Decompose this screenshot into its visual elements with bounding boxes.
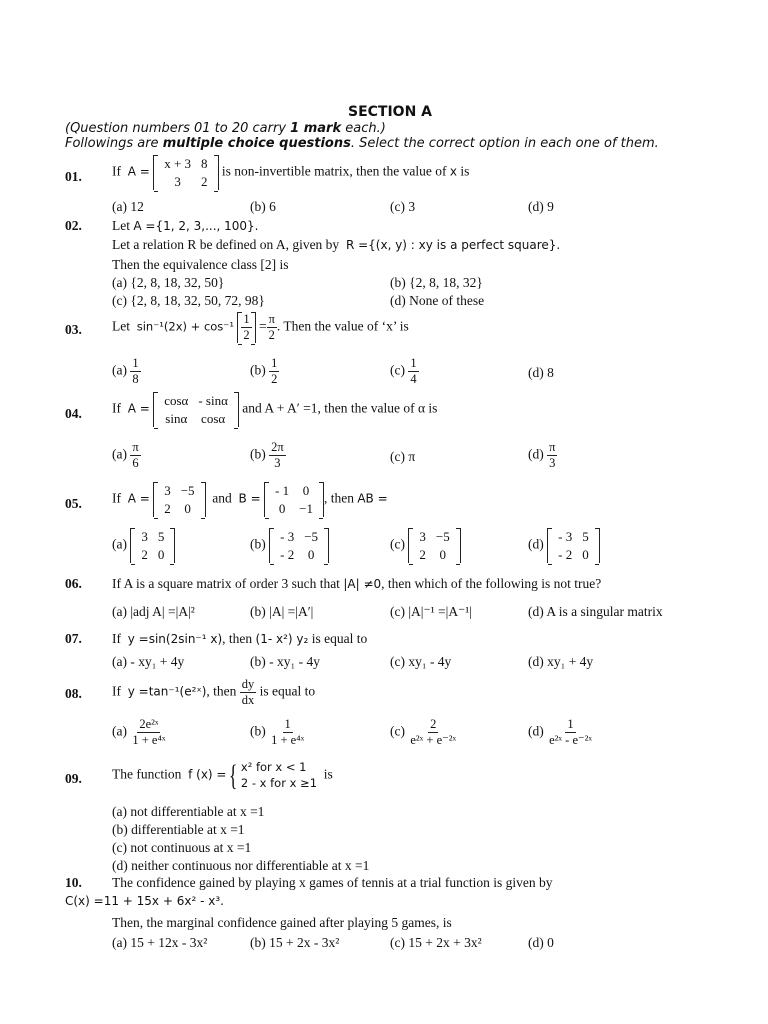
option-a: (a) 15 + 12x - 3x²: [112, 935, 208, 950]
option-c: (c) not continuous at x =1: [112, 840, 252, 855]
option-c: (c) 15 + 2x + 3x²: [390, 935, 482, 950]
question-number: 06.: [65, 576, 82, 591]
option-b: (b) differentiable at x =1: [112, 822, 245, 837]
question-02-relation: Let a relation R be defined on A, given by R ={(x, y) : xy is a perfect square}.: [112, 237, 561, 252]
section-title: SECTION A: [348, 104, 433, 120]
option-c: (c) xy₁ - 4y: [390, 654, 452, 669]
matrix: x + 3 8 3 2: [153, 155, 218, 190]
option-a: (a) - xy₁ + 4y: [112, 654, 185, 669]
option-d: (d) 8: [528, 365, 554, 380]
question-10-ask: Then, the marginal confidence gained after playing 5 games, is: [112, 915, 452, 930]
option-c: (c) 3 −5 2 0: [390, 528, 461, 563]
question-number: 04.: [65, 406, 82, 421]
option-c: (c) {2, 8, 18, 32, 50, 72, 98}: [112, 293, 265, 308]
option-b: (b) 15 + 2x - 3x²: [250, 935, 340, 950]
question-number: 02.: [65, 218, 82, 233]
option-b: (b) {2, 8, 18, 32}: [390, 275, 483, 290]
option-c: (c) $\frac{2}{\text{e²ˣ + e⁻²ˣ}}$: [390, 717, 457, 747]
option-c: (c) |A|⁻¹ =|A⁻¹|: [390, 604, 473, 619]
question-04-stem: If A = cosα - sinα sinα cosα and A + A′ =1, then the value of α is: [112, 393, 438, 426]
question-number: 07.: [65, 631, 82, 646]
option-a: (a) {2, 8, 18, 32, 50}: [112, 275, 225, 290]
option-b: (b) - 3 −5 - 2 0: [250, 528, 329, 563]
question-02-ask: Then the equivalence class [2] is: [112, 257, 289, 272]
option-c: (c) π: [390, 449, 416, 464]
question-05-stem: If A = 3 −5 2 0 and B = - 1 0 0 −1 , then AB =: [112, 483, 388, 516]
option-d: (d) xy₁ + 4y: [528, 654, 594, 669]
option-a: (a) 12: [112, 199, 144, 214]
instruction-mcq: Followings are multiple choice questions. Select the correct option in each one of them.: [65, 136, 659, 151]
option-b: (b) $\frac{2\pi}{3}$: [250, 440, 284, 470]
option-d: (d) - 3 5 - 2 0: [528, 528, 600, 563]
question-number: 08.: [65, 686, 82, 701]
option-d: (d) 0: [528, 935, 554, 950]
option-d: (d) $\frac{\pi}{3}$: [528, 440, 556, 470]
question-07-stem: If y =sin(2sin⁻¹ x), then (1- x²) y₂ is equal to: [112, 631, 368, 646]
question-number: 01.: [65, 169, 82, 184]
option-c: (c) $\frac{1}{4}$: [390, 356, 417, 386]
option-d: (d) None of these: [390, 293, 485, 308]
option-a: (a) $\frac{\text{2e²ˣ}}{\text{1 + e⁴ˣ}}$: [112, 717, 166, 747]
option-a: (a) |adj A| =|A|²: [112, 604, 195, 619]
option-b: (b) $\frac{1}{\text{1 + e⁴ˣ}}$: [250, 717, 305, 747]
option-b: (b) $\frac{1}{2}$: [250, 356, 278, 386]
question-02-stem: Let A ={1, 2, 3,..., 100}.: [112, 218, 259, 233]
option-d: (d) neither continuous nor differentiable at x =1: [112, 858, 370, 873]
option-d: (d) $\frac{1}{\text{e²ˣ - e⁻²ˣ}}$: [528, 717, 592, 747]
piecewise-cases: x² for x < 1 2 - x for x ≥1: [240, 760, 318, 790]
option-a: (a) $\frac{\pi}{6}$: [112, 440, 139, 470]
option-b: (b) |A| =|A′|: [250, 604, 314, 619]
option-a: (a) $\frac{1}{8}$: [112, 356, 139, 386]
option-c: (c) 3: [390, 199, 416, 214]
question-06-stem: If A is a square matrix of order 3 such that |A| ≠0, then which of the following is not true?: [112, 576, 602, 591]
question-03-stem: Let sin⁻¹(2x) + cos⁻¹ $\frac{1}{2}$ = $\frac{\pi}{2}$ . Then the value of ‘x’ is: [112, 312, 409, 342]
instruction-marks: (Question numbers 01 to 20 carry 1 mark each.): [65, 121, 386, 136]
option-a: (a) not differentiable at x =1: [112, 804, 265, 819]
option-a: (a) 3 5 2 0: [112, 528, 175, 563]
question-number: 10.: [65, 875, 82, 890]
question-number: 03.: [65, 322, 82, 337]
question-10-function: C(x) =11 + 15x + 6x² - x³.: [65, 894, 224, 908]
question-01-stem: If A = x + 3 8 3 2 is non-invertible matrix, then the value of x is: [112, 156, 470, 189]
question-number: 05.: [65, 496, 82, 511]
option-d: (d) A is a singular matrix: [528, 604, 663, 619]
question-number: 09.: [65, 771, 82, 786]
question-08-stem: If y =tan⁻¹(e²ˣ), then $\frac{dy}{dx}$ is equal to: [112, 677, 316, 707]
question-10-stem: The confidence gained by playing x games of tennis at a trial function is given by: [112, 875, 553, 890]
option-b: (b) 6: [250, 199, 276, 214]
option-b: (b) - xy₁ - 4y: [250, 654, 320, 669]
question-09-stem: The function f (x) ={ x² for x < 1 2 - x for x ≥1 is: [112, 758, 333, 792]
option-d: (d) 9: [528, 199, 554, 214]
